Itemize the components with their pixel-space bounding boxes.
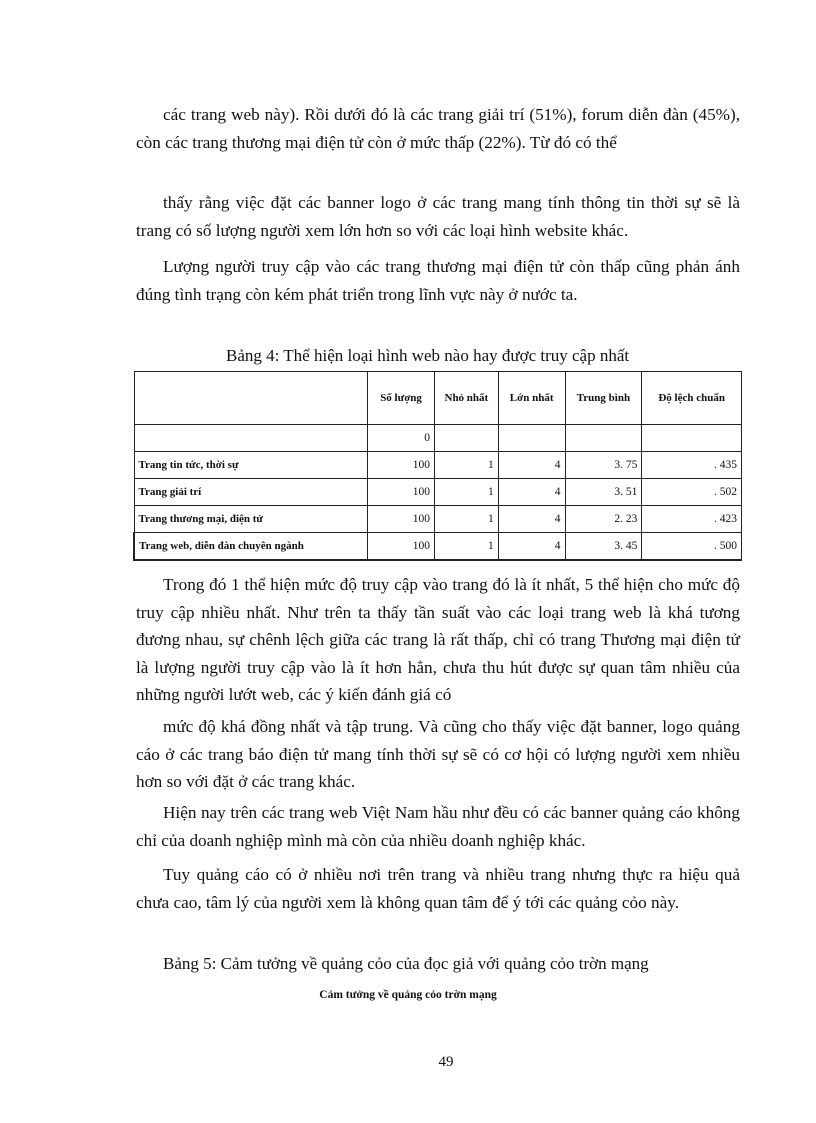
table-5-subtitle: Cảm tưởng về quảng cỏo trờn mạng <box>319 989 497 1001</box>
row-label: Trang tin tức, thời sự <box>134 452 368 479</box>
paragraph-7: Tuy quảng cáo có ở nhiều nơi trên trang và nhiều trang nhưng thực ra hiệu quả chưa cao, tâm lý của người xem là không quan tâm để ý tới các quảng cỏo này. <box>136 865 740 912</box>
table-cell: 4 <box>498 533 565 561</box>
table-cell: 3. 45 <box>565 533 642 561</box>
row-label: Trang thương mại, điện tử <box>134 506 368 533</box>
table-4-caption: Bảng 4: Thể hiện loại hình web nào hay được truy cập nhất <box>226 346 630 365</box>
table-row <box>134 452 742 479</box>
table-cell: 3. 75 <box>565 452 642 479</box>
header-cell <box>134 372 368 425</box>
table-cell <box>642 425 742 452</box>
table-cell: 100 <box>368 533 435 561</box>
table-cell: 1 <box>434 533 498 561</box>
page-number: 49 <box>438 1054 454 1070</box>
header-cell: Lớn nhất <box>498 372 565 425</box>
paragraph-4: Trong đó 1 thể hiện mức độ truy cập vào trang đó là ít nhất, 5 thể hiện cho mức độ truy cập nhiều nhất. Như trên ta thấy tần suất vào các loại trang web là khá tương đương nhau, sự chênh lệch giữa các trang là rất thấp, chỉ có trang Thương mại điện tử là lượng người truy cập vào là ít hơn hẳn, chưa thu hút được sự quan tâm nhiều của những người lướt web, các ý kiến đánh giá có <box>136 575 740 704</box>
table-row <box>134 533 742 561</box>
table-row <box>134 425 742 452</box>
table-cell: 100 <box>368 506 435 533</box>
table-cell: . 502 <box>642 479 742 506</box>
table-cell <box>498 425 565 452</box>
table-row <box>134 506 742 533</box>
paragraph-5: mức độ khá đồng nhất và tập trung. Và cũng cho thấy việc đặt banner, logo quảng cáo ở các trang báo điện tử mang tính thời sự sẽ có cơ hội có lượng người xem nhiều hơn so với đặt ở các trang khác. <box>136 717 740 791</box>
table-cell: 2. 23 <box>565 506 642 533</box>
row-label <box>134 425 368 452</box>
table-cell: 4 <box>498 452 565 479</box>
table-cell: . 435 <box>642 452 742 479</box>
table-cell <box>565 425 642 452</box>
table-cell: 4 <box>498 506 565 533</box>
paragraph-3: Lượng người truy cập vào các trang thương mại điện tử còn thấp cũng phản ánh đúng tình trạng còn kém phát triển trong lĩnh vực này ở nước ta. <box>136 257 740 304</box>
table-cell: 100 <box>368 452 435 479</box>
header-cell: Nhỏ nhất <box>434 372 498 425</box>
table-cell: 0 <box>368 425 435 452</box>
table-cell: . 500 <box>642 533 742 561</box>
table-cell: 100 <box>368 479 435 506</box>
table-cell <box>434 425 498 452</box>
row-label: Trang web, diễn đàn chuyên ngành <box>134 533 368 561</box>
table-row <box>134 479 742 506</box>
table-cell: . 423 <box>642 506 742 533</box>
header-cell: Số lượng <box>368 372 435 425</box>
table-header-row <box>134 372 742 425</box>
paragraph-1: các trang web này). Rồi dưới đó là các trang giải trí (51%), forum diễn đàn (45%), còn các trang thương mại điện tử còn ở mức thấp (22%). Từ đó có thể <box>136 105 740 152</box>
paragraph-2: thấy rằng việc đặt các banner logo ở các trang mang tính thông tin thời sự sẽ là trang có số lượng người xem lớn hơn so với các loại hình website khác. <box>136 193 740 240</box>
header-cell: Trung bình <box>565 372 642 425</box>
table-4 <box>133 371 742 561</box>
paragraph-6: Hiện nay trên các trang web Việt Nam hầu như đều có các banner quảng cáo không chỉ của doanh nghiệp mình mà còn của nhiều doanh nghiệp khác. <box>136 803 740 850</box>
table-cell: 1 <box>434 479 498 506</box>
table-cell: 4 <box>498 479 565 506</box>
table-cell: 1 <box>434 452 498 479</box>
table-cell: 3. 51 <box>565 479 642 506</box>
row-label: Trang giải trí <box>134 479 368 506</box>
header-cell: Độ lệch chuẩn <box>642 372 742 425</box>
table-5-caption: Bảng 5: Cảm tưởng về quảng cỏo của đọc giả với quảng cỏo trờn mạng <box>163 954 649 973</box>
table-cell: 1 <box>434 506 498 533</box>
